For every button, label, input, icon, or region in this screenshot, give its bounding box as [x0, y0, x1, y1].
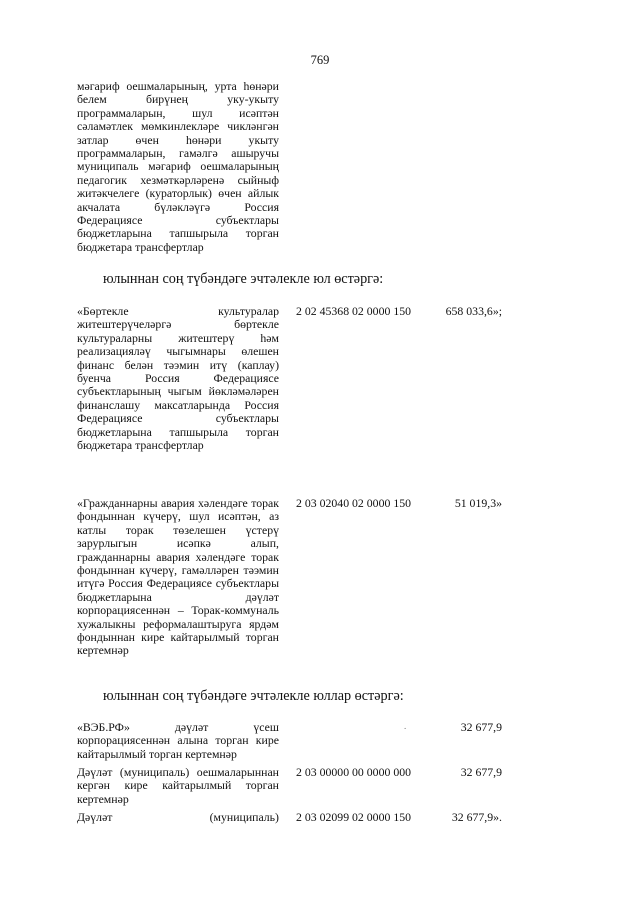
page-number: 769	[310, 53, 330, 67]
block6-description: Дәүләт (муниципаль)	[77, 810, 279, 824]
block4-description: «ВЭБ.РФ» дәүләт үсеш корпорациясеннән алына торган кире кайтарылмый торган кертемнәр	[77, 720, 279, 761]
instruction-add-rows: юлыннан соң түбәндәге эчтәлекле юллар өстәргә:	[103, 688, 404, 704]
block4-amount: 32 677,9	[460, 720, 502, 734]
block3-amount: 51 019,3»	[454, 496, 502, 510]
block2-code: 2 02 45368 02 0000 150	[296, 304, 412, 318]
block6-amount: 32 677,9».	[451, 810, 502, 824]
block6-code: 2 03 02099 02 0000 150	[296, 810, 412, 824]
instruction-add-row: юлыннан соң түбәндәге эчтәлекле юл өстәргә:	[103, 271, 384, 287]
block5-description: Дәүләт (муниципаль) оешмаларыннан кергән кире кайтарылмый торган кертемнәр	[77, 765, 279, 806]
block5-amount: 32 677,9	[460, 765, 502, 779]
block1-description: мәгариф оешмаларының, урта һөнәри белем бирүнең уку-укыту программаларын, шул исәптән сәламәтлек мөмкинлекләре чикләнгән затлар өчен һөнәри укыту программаларын, гамәлгә ашыручы муниципаль мәгариф оешмаларының педагогик хезмәткәрләренә сыйныф житәкчелеге (кураторлык) өчен айлык акчалата бүләкләүгә Россия Федерациясе субъектлары бюджетларына тапшырыла торган бюджетара трансфертлар	[77, 79, 279, 254]
block2-description: «Бөртекле культуралар житештерүчеләргә бөртекле культураларны житештерү һәм реализацияләү чыгымнары өлешен финанс белән тәэмин итү (каплау) буенча Россия Федерациясе субъектларының чыгым йөкләмәләрен финанслашу максатларында Россия Федерациясе субъектлары бюджетларына тапшырыла торган бюджетара трансфертлар	[77, 304, 279, 453]
block3-code: 2 03 02040 02 0000 150	[296, 496, 412, 510]
block3-description: «Гражданнарны авария хәлендәге торак фондыннан күчерү, шул исәптән, аз катлы торак төзелешен үстерү зарурлыгын исәпкә алып, гражданнарны авария хәлендәге торак фондыннан күчерү, гамәлләрен тәэмин итүгә Россия Федерациясе субъектлары бюджетларына дәүләт корпорациясеннән – Торак-коммуналь хужалыкны реформалаштыруга ярдәм фондыннан кире кайтарылмый торган кертемнәр	[77, 496, 279, 658]
block2-amount: 658 033,6»;	[445, 304, 502, 318]
block5-code: 2 03 00000 00 0000 000	[296, 765, 412, 779]
block4-code: .	[404, 721, 407, 731]
